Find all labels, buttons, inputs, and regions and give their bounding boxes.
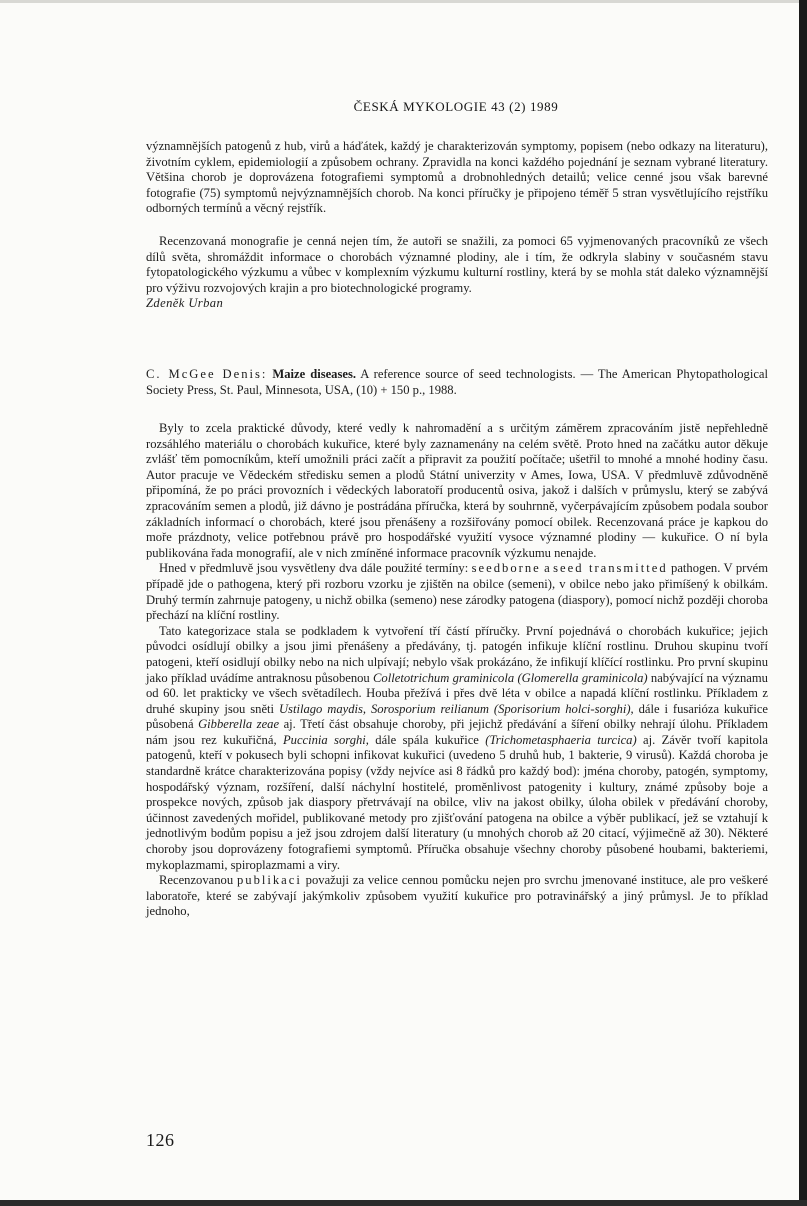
reference-author: C. McGee Denis:	[146, 367, 268, 381]
body-paragraph-1: Byly to zcela praktické důvody, které vedly k nahromadění a s určitým záměrem zpracováním jistě nepřehledně rozsáhlého materiálu o chorobách kukuřice, které byly zaznamenány na celém světě. Proto hned na začátku autor děkuje zvlášť těm pomocníkům, kteří umožnili práci začít a připravit za použití počítače; ušetřil to mnohé a mnohé hodiny času. Autor pracuje ve Vědeckém středisku semen a plodů Státní univerzity v Ames, Iowa, USA. V předmluvě zdůvodněně připomíná, že po práci provozních i vědeckých laboratoří producentů osiva, jakož i dalších v průmyslu, který se zabývá zpracováním semen a plodů, již dávno je postrádána příručka, která by souhrnně, vyčerpávajícím způsobem podala soubor základních informací o chorobách, které jsou přenášeny a rozšiřovány pomocí obilek. Recenzovaná práce je kapkou do moře prázdnoty, velice potřebnou právě pro hospodářské využití vysoce významné plodiny — kukuřice. O ní byla publikována řada monografií, ale v nich zmíněné informace pracovník výzkumu nenajde.	[146, 421, 768, 560]
p2-text-a: Hned v předmluvě jsou vysvětleny dva dále použité termíny:	[159, 561, 469, 576]
species-gibberella: Gibberella zeae	[198, 717, 280, 732]
term-seed-transmitted: seed transmitted	[553, 561, 668, 576]
p3-text-c: dále i fusarióza kukuřice působená	[146, 701, 768, 732]
review-continuation	[146, 139, 768, 217]
species-puccinia: Puccinia sorghi,	[282, 732, 369, 747]
p3-text-f: aj. Závěr tvoří kapitola patogenů, kteří v pokusech byli schopni infikovat kukuřici (uvedeno 5 druhů hub, 1 bakterie, 9 virusů). Každá choroba je standardně krátce charakterizována popisy (vždy nejvíce asi 8 řádků pro každý bod): jména choroby, patogén, symptomy, hospodářský význam, rozšíření, další náchylní hostitelé, proměnlivost patogenity i kultury, známé způsoby boje a prospekce nových, způsob jak diaspory přetrvávají na obilce, vliv na jakost obilky, úloha obilek v předávání choroby, účinnost zavedených mořidel, publikované metody pro zjišťování patogena na obilce a výběr publikací, jež se vztahují k jednotlivým bodům popisu a jež jsou zdrojem další literatury (u mnohých chorob až 20 citací, výjimečně až 30). Některé choroby jsou doprovázeny fotografiemi symptomů. Příručka obsahuje všechny choroby působené houbami, bakteriemi, mykoplazmami, spiroplazmami a viry.	[146, 732, 769, 872]
p4-text-b: považuji za velice cennou pomůcku nejen pro svrchu jmenované instituce, ale pro veškeré laboratoře, které se zabývají jakýmkoliv způsobem využití kukuřice pro potravinářský a jiný průmysl. Je to příklad jednoho,	[146, 873, 768, 919]
body-paragraph-3	[146, 624, 768, 874]
review-paragraph-2: Recenzovaná monografie je cenná nejen tím, že autoři se snažili, za pomoci 65 vyjmenovaných pracovníků ze všech dílů světa, shromáždit informace o chorobách významné plodiny, ale i tím, že odkryla slabiny v současném stavu fytopatologického výzkumu a vůbec v komplexním výzkumu kulturní rostliny, která by se mohla stát daleko významnější pro výživu rozvojových krajin a pro biotechnologické programy.	[146, 234, 768, 295]
body-paragraph-2	[146, 561, 768, 623]
p4-text-a: Recenzovanou	[159, 873, 234, 888]
p3-text-b: nabývající na významu od 60. let prakticky ve všech světadílech. Houba přežívá i přes dvě léta v obilce a napadá klíční rostlinku. Příkladem z druhé skupiny jsou sněti	[146, 670, 768, 716]
p3-text-d: aj. Třetí část obsahuje choroby, při jejichž předávání a šíření obilky nehrají úlohu. Příkladem nám jsou rez kukuřičná,	[146, 717, 768, 747]
page-bottom-edge	[0, 1200, 807, 1206]
species-trichometasphaeria: (Trichometasphaeria turcica)	[485, 732, 637, 747]
p2-text-b: a	[544, 561, 550, 576]
reference-details: A reference source of seed technologists. — The American Phytopathological Society Press, St. Paul, Minnesota, USA, (10) + 150 p., 1988.	[146, 367, 768, 397]
p3-text-a: Tato kategorizace stala se podkladem k vytvoření tří částí příručky. První pojednává o chorobách kukuřice; jejich původci osídlují obilky a jsou jimi přenášeny a předávány, tj. patogén infikuje klíční rostlinu. Druhou skupinu tvoří patogeni, kteří osidlují obilky nebo na nich ulpívají; nebylo však prokázáno, že infikují klíčící rostlinku. Pro první skupinu jako příklad uvádíme antraknosu působenou	[146, 623, 768, 685]
page-number: 126	[146, 1130, 175, 1150]
term-seedborne: seedborne	[471, 561, 541, 576]
book-reference	[146, 367, 768, 398]
review-conclusion	[146, 234, 768, 312]
review-body	[146, 421, 768, 920]
p3-text-e: dále spála kukuřice	[375, 732, 479, 747]
reference-title: Maize diseases.	[272, 367, 357, 381]
review-paragraph-1: významnějších patogenů z hub, virů a háďátek, každý je charakterizován symptomy, popisem (nebo odkazy na literaturu), životním cyklem, epidemiologií a způsobem ochrany. Zpravidla na konci každého pojednání je seznam vybrané literatury. Většina chorob je doprovázena fotografiemi symptomů a drobnohledných detailů; velice cenné jsou však barevné fotografie (75) symptomů nejvýznamnějších chorob. Na konci příručky je připojeno téměř 5 stran vysvětlujícího rejstříku odborných termínů a věcný rejstřík.	[146, 139, 768, 216]
page-right-edge	[799, 0, 807, 1206]
page-top-edge	[0, 0, 807, 3]
reviewer-signature: Zdeněk Urban	[146, 296, 224, 311]
p2-text-c: pathogen. V prvém případě jde o pathogena, který při rozboru vzorku je zjištěn na obilce (semeni), v obilce nebo jako přimíšený k obilkám. Druhý termín zahrnuje patogeny, u nichž obilka (semeno) nese zárodky patogena (diaspory), pomocí nichž později choroba přechází na klíční rostliny.	[146, 561, 769, 623]
reference-entry	[146, 367, 768, 398]
running-header: ČESKÁ MYKOLOGIE 43 (2) 1989	[353, 99, 559, 114]
species-colletotrichum: Colletotrichum graminicola (Glomerella graminicola)	[373, 670, 648, 685]
p4-spaced-word: publikaci	[236, 873, 302, 888]
species-ustilago: Ustilago maydis, Sorosporium reilianum (Sporisorium holci-sorghi),	[278, 701, 634, 716]
body-paragraph-4	[146, 873, 768, 920]
